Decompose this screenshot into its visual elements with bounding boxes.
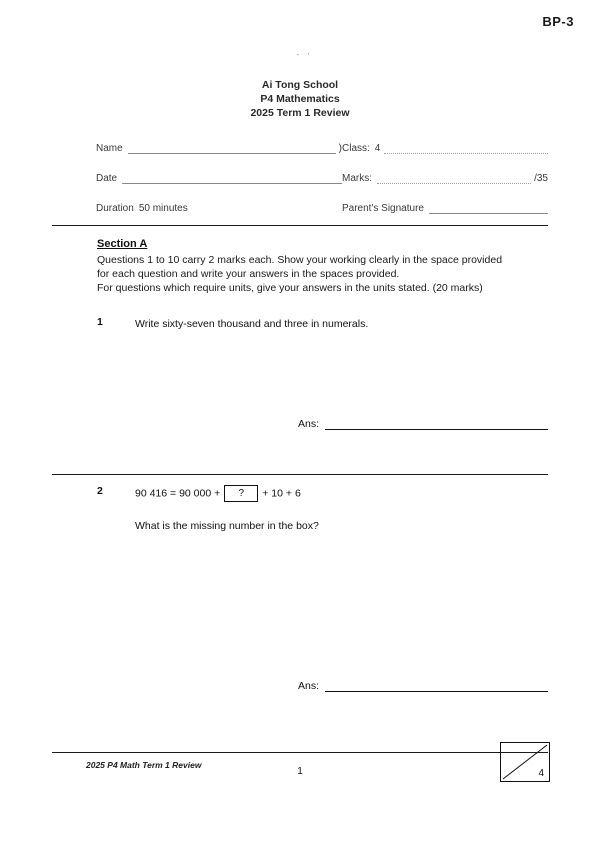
question-1: [97, 316, 549, 332]
question-2-text-prefix: 90 416 = 90 000 +: [135, 487, 221, 500]
marks-label: Marks:: [342, 173, 372, 184]
answer-1-input-line[interactable]: [325, 419, 548, 430]
instruction-line-3: For questions which require units, give your answers in the units stated. (20 marks): [97, 282, 483, 294]
student-details-fields: [96, 140, 548, 230]
class-field[interactable]: [342, 143, 548, 154]
field-row-duration-signature: [96, 200, 548, 214]
handwritten-scribble: · ·: [295, 47, 313, 61]
marks-total: /35: [534, 173, 548, 184]
date-field[interactable]: [96, 173, 342, 184]
question-2-missing-number-box[interactable]: ?: [224, 485, 258, 502]
answer-row-2[interactable]: [298, 680, 548, 692]
divider-footer: [52, 752, 548, 753]
paper-code: BP-3: [542, 14, 574, 29]
class-value: 4: [374, 143, 381, 154]
marks-field[interactable]: [342, 173, 548, 184]
date-label: Date: [96, 173, 118, 184]
class-label: Class:: [342, 143, 370, 154]
question-2: [97, 485, 549, 534]
divider-header: [52, 225, 548, 226]
question-2-text-suffix: + 10 + 6: [262, 487, 301, 500]
duration-field: [96, 203, 342, 214]
footer-document-title: 2025 P4 Math Term 1 Review: [86, 760, 202, 770]
instruction-line-2: for each question and write your answers in the spaces provided.: [97, 268, 400, 280]
date-input-line[interactable]: [122, 173, 342, 184]
signature-input-line[interactable]: [429, 203, 548, 214]
name-suffix: ): [338, 143, 342, 154]
duration-label: Duration: [96, 203, 134, 214]
answer-1-label: Ans:: [298, 418, 320, 430]
answer-row-1[interactable]: [298, 418, 548, 430]
footer-page-number: 1: [297, 766, 303, 777]
paper-header: [0, 78, 600, 120]
duration-value: 50 minutes: [138, 203, 188, 214]
signature-label: Parent's Signature: [342, 203, 424, 214]
name-input-line[interactable]: [128, 143, 336, 154]
signature-field[interactable]: [342, 203, 548, 214]
question-2-equation: [135, 485, 549, 502]
subject-name: P4 Mathematics: [260, 93, 340, 105]
section-title: Section A: [97, 238, 148, 250]
answer-2-input-line[interactable]: [325, 681, 548, 692]
divider-question-1: [52, 474, 548, 475]
class-input-line[interactable]: [384, 143, 548, 154]
question-2-text: What is the missing number in the box?: [135, 520, 319, 532]
answer-2-label: Ans:: [298, 680, 320, 692]
question-1-number: 1: [97, 316, 103, 328]
field-row-name-class: [96, 140, 548, 154]
school-name: Ai Tong School: [261, 79, 339, 91]
name-field[interactable]: [96, 143, 342, 154]
marks-input-line[interactable]: [377, 173, 531, 184]
question-2-body: [135, 485, 549, 534]
question-1-text: Write sixty-seven thousand and three in numerals.: [135, 318, 369, 330]
instruction-line-1: Questions 1 to 10 carry 2 marks each. Show your working clearly in the space provided: [97, 254, 503, 266]
marks-allocation-box: [500, 742, 550, 782]
question-1-body: [135, 316, 549, 332]
marks-allocation-value: 4: [538, 768, 544, 779]
exam-name: 2025 Term 1 Review: [250, 107, 350, 119]
name-label: Name: [96, 143, 123, 154]
question-2-number: 2: [97, 485, 103, 497]
field-row-date-marks: [96, 170, 548, 184]
section-instructions: [97, 253, 549, 295]
